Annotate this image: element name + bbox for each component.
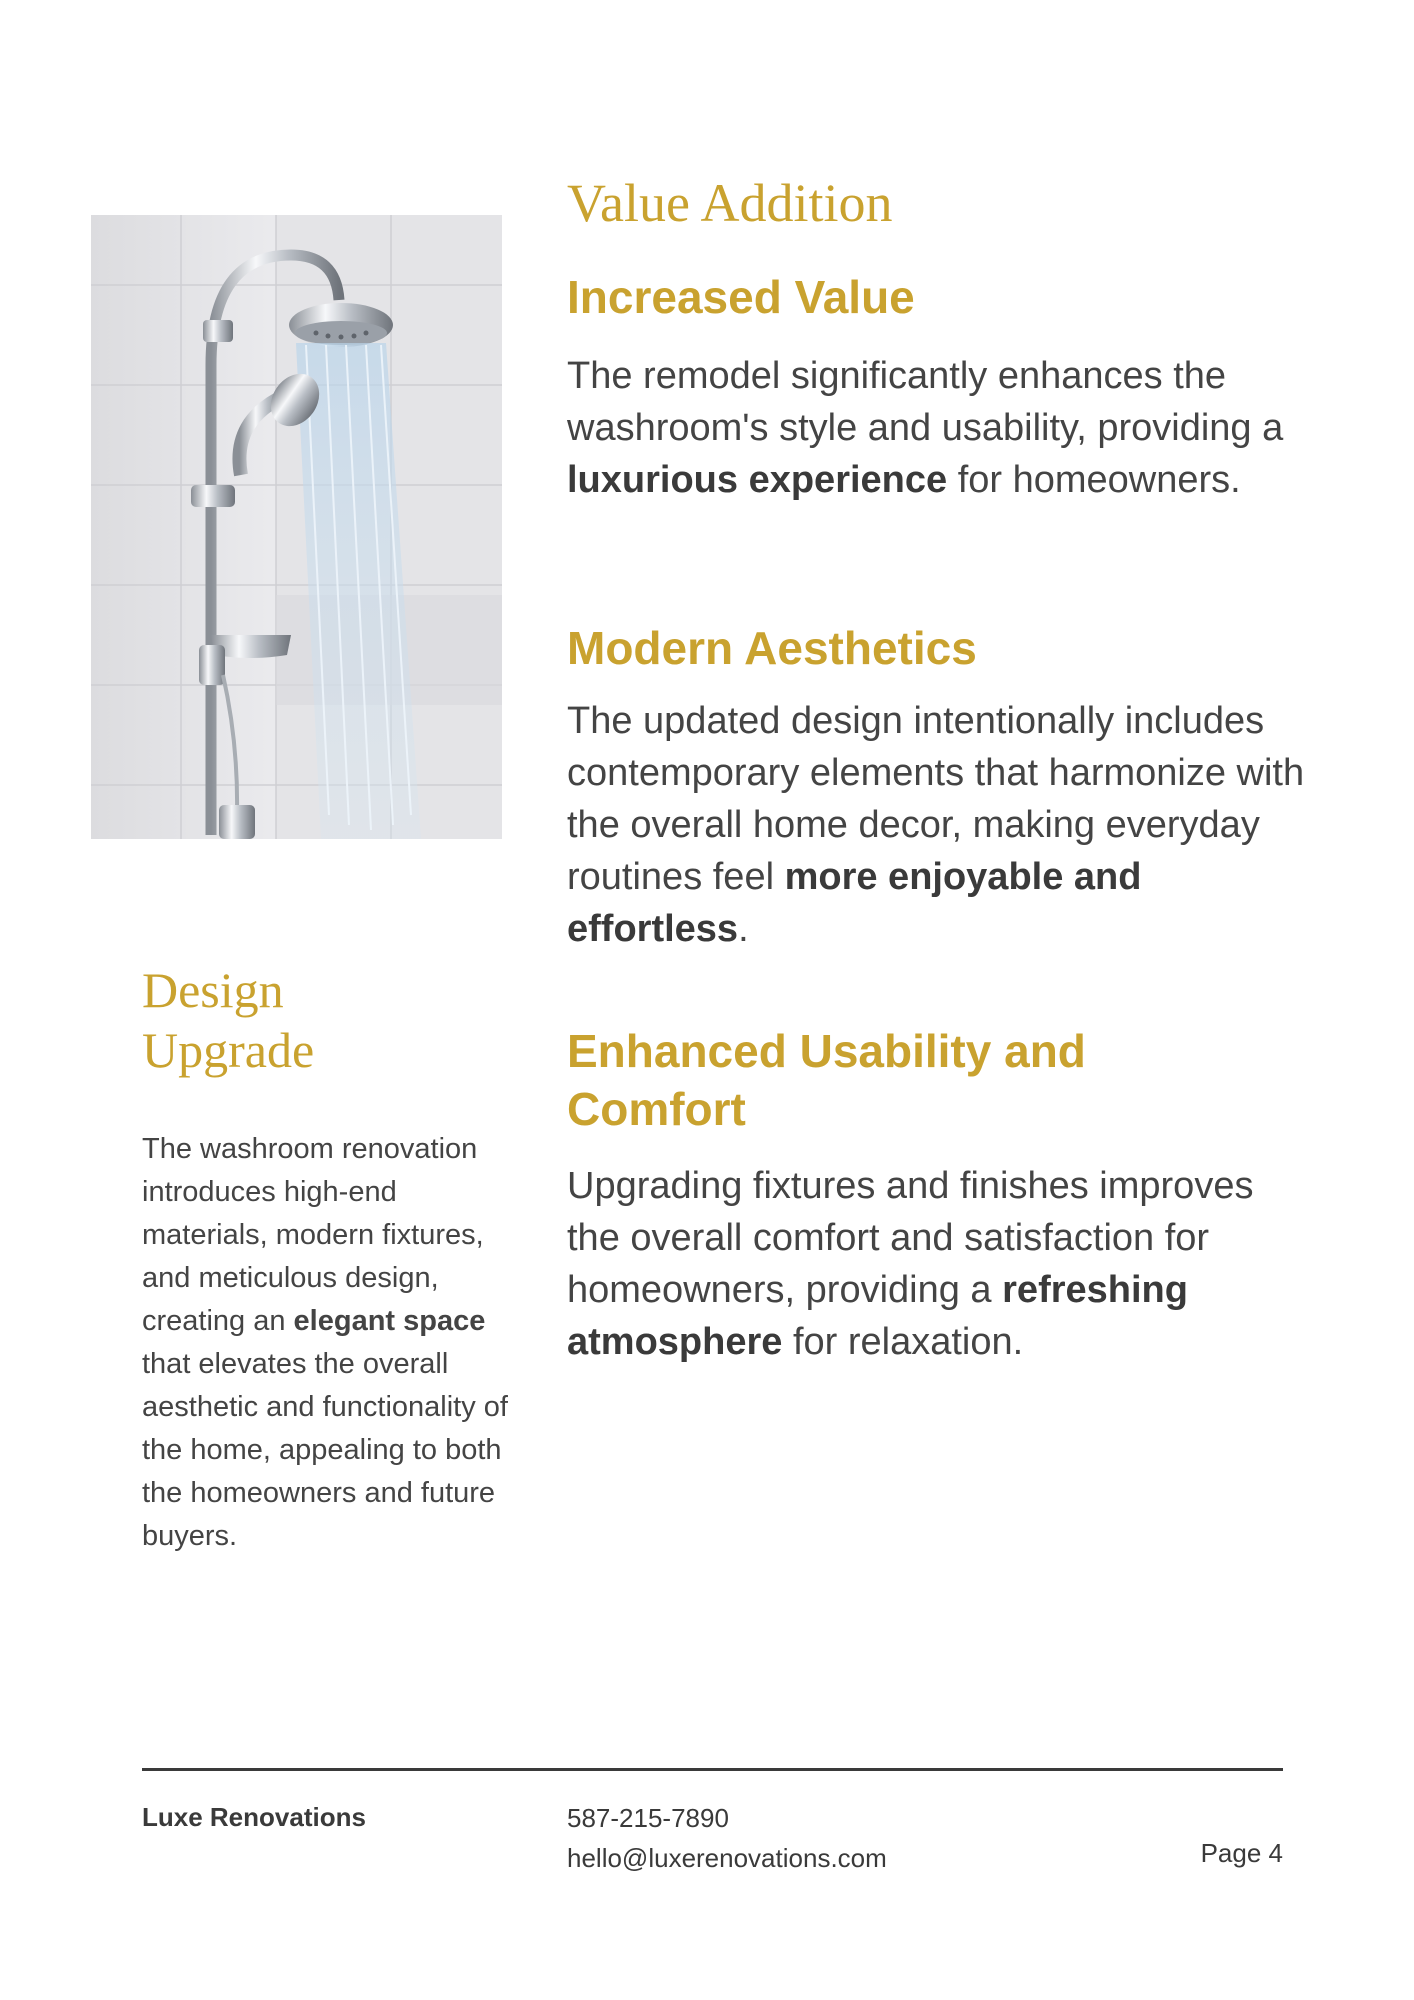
footer-email: hello@luxerenovations.com bbox=[567, 1843, 887, 1873]
enhanced-usability-heading: Enhanced Usability and Comfort bbox=[567, 1025, 1086, 1135]
value-addition-title: Value Addition bbox=[567, 173, 893, 233]
increased-value-text: The remodel significantly enhances the washroom's style and usability, providing a luxurious experience for homeowners. bbox=[567, 355, 1284, 501]
modern-aesthetics-text: The updated design intentionally includes contemporary elements that harmonize with the overall home decor, making everyday routines feel more enjoyable and effortless. bbox=[567, 700, 1305, 950]
increased-value-heading: Increased Value bbox=[567, 271, 915, 323]
enhanced-usability-text: Upgrading fixtures and finishes improves the overall comfort and satisfaction for homeowners, providing a refreshing atmosphere for relaxation. bbox=[567, 1165, 1254, 1363]
design-upgrade-title: Design Upgrade bbox=[142, 962, 315, 1078]
increased-value-bold: luxurious experience bbox=[567, 459, 948, 501]
page-number: Page 4 bbox=[1200, 1838, 1283, 1868]
footer-brand: Luxe Renovations bbox=[142, 1802, 366, 1832]
footer-contact bbox=[567, 1798, 887, 1878]
shower-icon bbox=[91, 215, 502, 839]
modern-aesthetics-heading: Modern Aesthetics bbox=[567, 622, 977, 674]
modern-aesthetics-bold: more enjoyable and effortless bbox=[567, 856, 1142, 950]
design-upgrade-bold: elegant space bbox=[293, 1305, 486, 1337]
enhanced-usability-bold: refreshing atmosphere bbox=[567, 1269, 1188, 1363]
shower-photo bbox=[91, 215, 502, 839]
footer-divider bbox=[142, 1768, 1283, 1771]
design-upgrade-text: The washroom renovation introduces high-end materials, modern fixtures, and meticulous design, creating an elegant space that elevates the overall aesthetic and functionality of the home, appealing to both the homeowners and future buyers. bbox=[142, 1133, 508, 1552]
footer-phone: 587-215-7890 bbox=[567, 1803, 729, 1833]
